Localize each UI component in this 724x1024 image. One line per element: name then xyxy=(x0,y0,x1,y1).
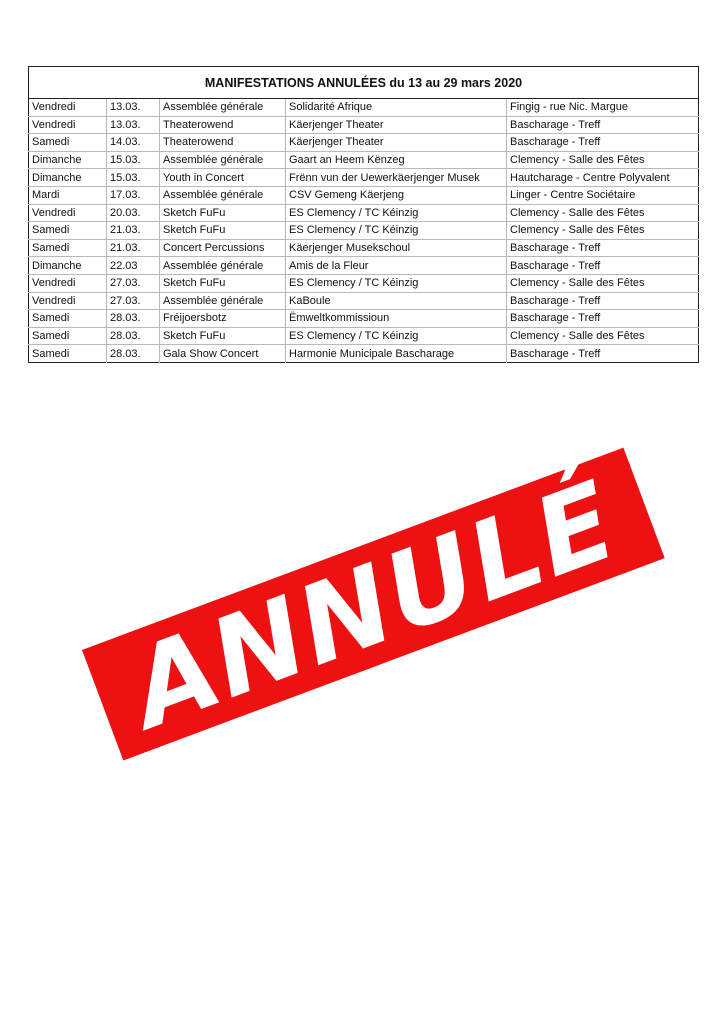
cell-day: Dimanche xyxy=(29,257,107,275)
cell-place: Bascharage - Treff xyxy=(507,239,699,257)
cell-day: Vendredi xyxy=(29,204,107,222)
cell-place: Clemency - Salle des Fêtes xyxy=(507,327,699,345)
cell-date: 22.03 xyxy=(107,257,160,275)
cell-place: Fingig - rue Nic. Margue xyxy=(507,99,699,117)
cell-organizer: KaBoule xyxy=(286,292,507,310)
cell-organizer: Käerjenger Theater xyxy=(286,116,507,134)
cell-place: Linger - Centre Sociétaire xyxy=(507,186,699,204)
cell-place: Clemency - Salle des Fêtes xyxy=(507,151,699,169)
cell-day: Samedi xyxy=(29,239,107,257)
cell-event: Assemblée générale xyxy=(160,257,286,275)
cell-organizer: CSV Gemeng Käerjeng xyxy=(286,186,507,204)
cell-date: 13.03. xyxy=(107,116,160,134)
cell-date: 27.03. xyxy=(107,274,160,292)
cell-organizer: Käerjenger Theater xyxy=(286,134,507,152)
cell-date: 21.03. xyxy=(107,239,160,257)
annule-stamp xyxy=(82,448,665,761)
cell-place: Bascharage - Treff xyxy=(510,347,601,360)
cell-date: 28.03. xyxy=(107,345,160,363)
cell-date: 14.03. xyxy=(107,134,160,152)
cell-event: Assemblée générale xyxy=(160,292,286,310)
cell-place: Clemency - Salle des Fêtes xyxy=(507,222,699,240)
cell-event: Sketch FuFu xyxy=(160,222,286,240)
cell-event: Fréijoersbotz xyxy=(160,310,286,328)
cell-organizer: Solidarité Afrique xyxy=(286,99,507,117)
cell-event: Assemblée générale xyxy=(160,151,286,169)
cell-day: Dimanche xyxy=(29,169,107,187)
cell-day: Samedi xyxy=(29,345,107,363)
cell-place: Clemency - Salle des Fêtes xyxy=(507,274,699,292)
cell-date: 17.03. xyxy=(107,186,160,204)
cell-event: Sketch FuFu xyxy=(160,274,286,292)
cell-day: Vendredi xyxy=(29,99,107,117)
cell-day: Vendredi xyxy=(29,292,107,310)
cell-date: 15.03. xyxy=(107,151,160,169)
cell-place: Clemency - Salle des Fêtes xyxy=(507,204,699,222)
cell-date: 27.03. xyxy=(107,292,160,310)
cell-event: Sketch FuFu xyxy=(160,204,286,222)
cell-organizer: ES Clemency / TC Kéinzig xyxy=(286,204,507,222)
cell-event: Theaterowend xyxy=(160,116,286,134)
cell-date: 20.03. xyxy=(107,204,160,222)
cell-day: Dimanche xyxy=(29,151,107,169)
cell-organizer: Harmonie Municipale Bascharage xyxy=(286,345,507,363)
cell-event: Theaterowend xyxy=(160,134,286,152)
cell-place: Hautcharage - Centre Polyvalent xyxy=(507,169,699,187)
cell-organizer: Gaart an Heem Kënzeg xyxy=(286,151,507,169)
cell-day: Samedi xyxy=(29,327,107,345)
table-title: MANIFESTATIONS ANNULÉES du 13 au 29 mars 2020 xyxy=(29,67,699,99)
cell-day: Samedi xyxy=(29,310,107,328)
cell-event: Gala Show Concert xyxy=(160,345,286,363)
cell-event: Assemblée générale xyxy=(160,99,286,117)
cell-date: 21.03. xyxy=(107,222,160,240)
cell-day: Mardi xyxy=(29,186,107,204)
cell-place: Bascharage - Treff xyxy=(507,134,699,152)
cell-organizer: Amis de la Fleur xyxy=(286,257,507,275)
cell-day: Vendredi xyxy=(29,116,107,134)
cell-date: 15.03. xyxy=(107,169,160,187)
cell-place: Bascharage - Treff xyxy=(507,310,699,328)
cell-place: Bascharage - Treff xyxy=(507,257,699,275)
cell-organizer: ES Clemency / TC Kéinzig xyxy=(286,222,507,240)
cell-event: Assemblée générale xyxy=(160,186,286,204)
cell-organizer: Frënn vun der Uewerkäerjenger Musek xyxy=(286,169,507,187)
cell-day: Vendredi xyxy=(29,274,107,292)
cell-organizer: ES Clemency / TC Kéinzig xyxy=(286,327,507,345)
cell-event: Concert Percussions xyxy=(160,239,286,257)
cell-date: 28.03. xyxy=(107,310,160,328)
cell-place: Bascharage - Treff xyxy=(507,116,699,134)
cell-organizer: Ëmweltkommissioun xyxy=(286,310,507,328)
cell-date: 13.03. xyxy=(107,99,160,117)
cell-organizer: ES Clemency / TC Kéinzig xyxy=(286,274,507,292)
cell-place: Bascharage - Treff xyxy=(507,292,699,310)
cell-day: Samedi xyxy=(29,222,107,240)
stamp-text: ANNULÉ xyxy=(114,458,634,753)
cell-event: Sketch FuFu xyxy=(160,327,286,345)
cell-date: 28.03. xyxy=(107,327,160,345)
cell-organizer: Käerjenger Musekschoul xyxy=(286,239,507,257)
cell-event: Youth in Concert xyxy=(160,169,286,187)
cell-day: Samedi xyxy=(29,134,107,152)
